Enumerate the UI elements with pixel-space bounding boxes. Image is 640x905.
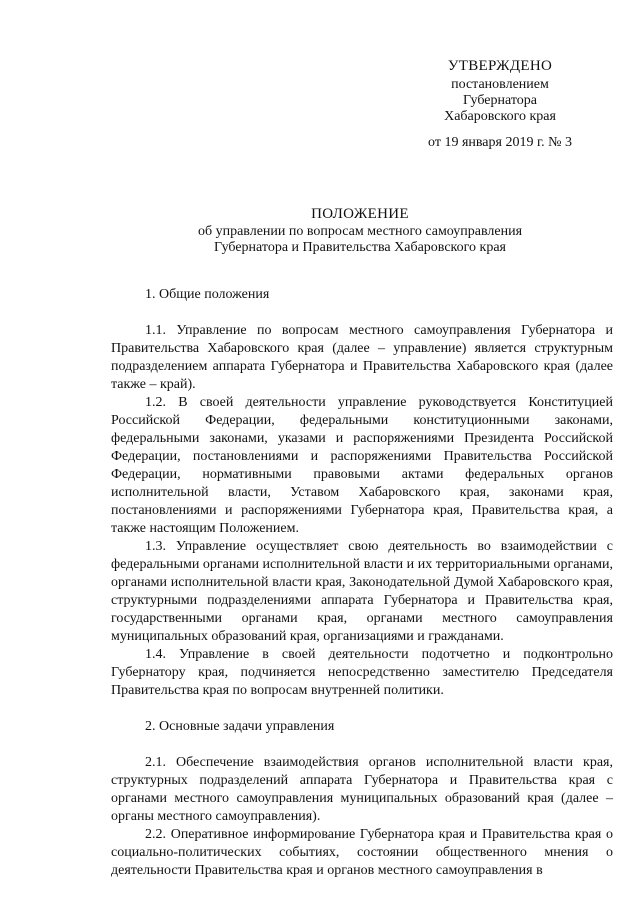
section-heading-1: 1. Общие положения <box>145 287 270 302</box>
document-body <box>111 286 613 880</box>
spacer <box>111 736 613 754</box>
approval-line-2: Губернатора <box>462 93 538 108</box>
approval-stamp: УТВЕРЖДЕНО <box>447 58 553 74</box>
paragraph-1-3: 1.3. Управление осуществляет свою деятельность во взаимодействии с федеральными органами исполнительной власти и их территориальными органами, органами исполнительной власти края, Законодательной Думой Хабаровского края, структурными подразделениями аппарата Губернатора и Правительства края, государственными органами края, органами местного самоуправления муниципальных образований края, организациями и гражданами. <box>111 539 613 644</box>
paragraph-2-1: 2.1. Обеспечение взаимодействия органов исполнительной власти края, структурных подразделений аппарата Губернатора и Правительства края с органами местного самоуправления муниципальных образований края (далее – органы местного самоуправления). <box>111 755 613 824</box>
document-title: ПОЛОЖЕНИЕ <box>311 206 409 222</box>
paragraph-2-2: 2.2. Оперативное информирование Губернатора края и Правительства края о социально-политических событиях, состоянии общественного мнения о деятельности Правительства края и органов местного самоуправления в <box>111 827 613 878</box>
approval-line-1: постановлением <box>451 77 549 92</box>
approval-block <box>400 55 600 151</box>
section-heading-2: 2. Основные задачи управления <box>145 719 335 734</box>
approval-line-3: Хабаровского края <box>444 109 556 124</box>
paragraph-1-2: 1.2. В своей деятельности управление руководствуется Конституцией Российской Федерации, федеральными конституционными законами, федеральными законами, указами и распоряжениями Президента Российской Федерации, постановлениями и распоряжениями Правительства Российской Федерации, нормативными правовыми актами федеральных органов исполнительной власти, Уставом Хабаровского края, законами края, постановлениями и распоряжениями Губернатора края, Правительства края, а также настоящим Положением. <box>111 395 613 536</box>
document-subtitle-line-2: Губернатора и Правительства Хабаровского края <box>214 240 506 255</box>
spacer <box>111 304 613 322</box>
document-subtitle-line-1: об управлении по вопросам местного самоуправления <box>197 224 523 239</box>
approval-date: от 19 января 2019 г. № 3 <box>428 135 572 150</box>
spacer <box>111 700 613 718</box>
document-title-block <box>110 204 610 256</box>
paragraph-1-1: 1.1. Управление по вопросам местного самоуправления Губернатора и Правительства Хабаровского края (далее – управление) является структурным подразделением аппарата Губернатора и Правительства Хабаровского края (далее также – край). <box>111 323 613 392</box>
paragraph-1-4: 1.4. Управление в своей деятельности подотчетно и подконтрольно Губернатору края, подчиняется непосредственно заместителю Председателя Правительства края по вопросам внутренней политики. <box>111 647 613 698</box>
